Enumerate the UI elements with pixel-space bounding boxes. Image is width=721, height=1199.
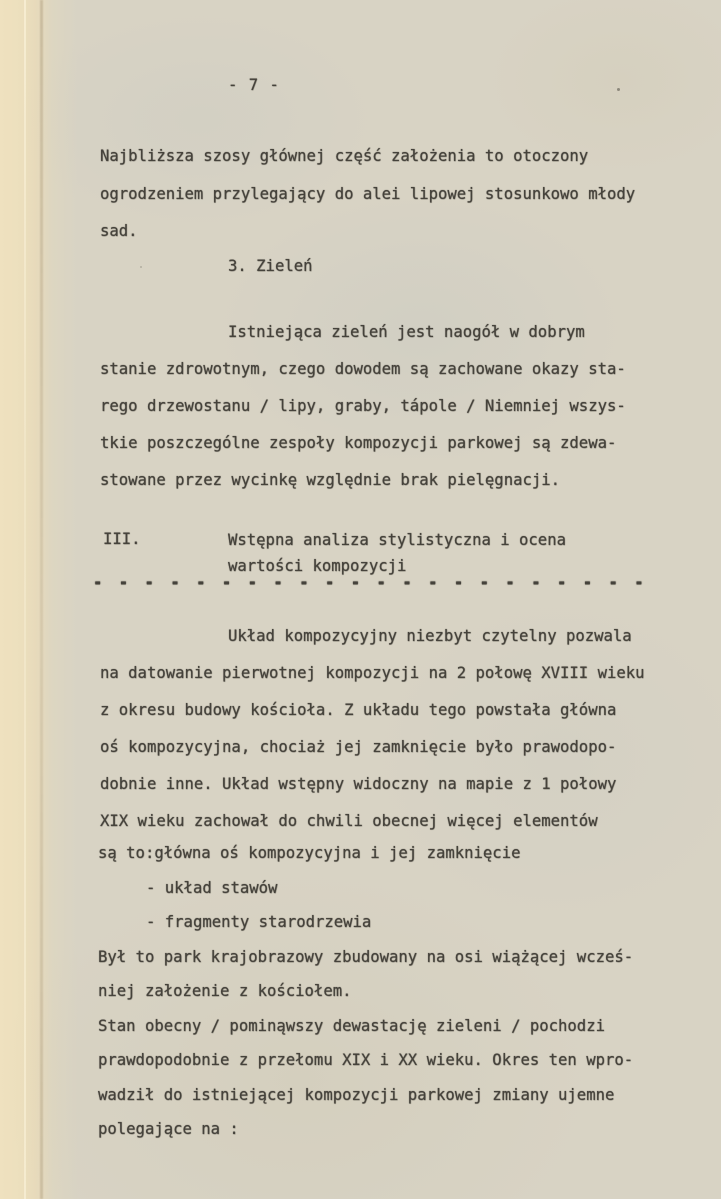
text-line: wadził do istniejącej kompozycji parkowej zmiany ujemne xyxy=(98,1085,615,1104)
text-line: sad. xyxy=(100,222,138,240)
section-heading-zielen: 3. Zieleń xyxy=(228,257,313,275)
text-line: Istniejąca zieleń jest naogół w dobrym xyxy=(228,323,585,341)
list-item: - układ stawów xyxy=(146,878,278,897)
text-line: z okresu budowy kościoła. Z układu tego powstała główna xyxy=(100,701,617,719)
text-line: Był to park krajobrazowy zbudowany na osi wiążącej wcześ- xyxy=(98,947,634,966)
text-line: dobnie inne. Układ wstępny widoczny na mapie z 1 połowy xyxy=(100,775,617,793)
text-line: na datowanie pierwotnej kompozycji na 2 połowę XVIII wieku xyxy=(100,664,645,682)
section-numeral: III. xyxy=(103,530,141,548)
analysis-paragraph xyxy=(100,618,645,840)
text-line: stowane przez wycinkę względnie brak pielęgnacji. xyxy=(100,471,561,489)
text-line: Układ kompozycyjny niezbyt czytelny pozwala xyxy=(228,627,632,645)
paper-fold-shadow xyxy=(40,0,43,1199)
intro-paragraph xyxy=(100,138,635,251)
text-line: Najbliższa szosy głównej część założenia to otoczony xyxy=(100,147,589,165)
text-line: XIX wieku zachował do chwili obecnej więcej elementów xyxy=(100,812,598,830)
paper-fold-highlight xyxy=(24,0,26,1199)
text-line: niej założenie z kościołem. xyxy=(98,982,352,1000)
section-title-line: wartości kompozycji xyxy=(228,557,407,575)
closing-paragraph xyxy=(98,836,633,1147)
text-line: stanie zdrowotnym, czego dowodem są zachowane okazy sta- xyxy=(100,360,626,378)
text-line: tkie poszczególne zespoły kompozycji parkowej są zdewa- xyxy=(100,434,617,452)
paper-speck xyxy=(617,88,620,91)
text-line: Stan obecny / pominąwszy dewastację zieleni / pochodzi xyxy=(98,1016,605,1035)
text-line: prawdopodobnie z przełomu XIX i XX wieku. Okres ten wpro- xyxy=(98,1051,634,1069)
dashed-underline: - - - - - - - - - - - - - - - - - - - - - - xyxy=(93,571,648,593)
text-line: ogrodzeniem przylegający do alei lipowej stosunkowo młody xyxy=(100,184,636,203)
list-item: - fragmenty starodrzewia xyxy=(146,913,372,931)
text-line: rego drzewostanu / lipy, graby, tápole / Niemniej wszys- xyxy=(100,397,626,415)
section-title-line: Wstępna analiza stylistyczna i ocena xyxy=(228,531,566,549)
text-line: oś kompozycyjna, chociaż jej zamknięcie było prawodopo- xyxy=(100,738,617,756)
paper-speck xyxy=(140,266,142,268)
text-line: polegające na : xyxy=(98,1120,239,1138)
zielen-paragraph xyxy=(100,314,626,499)
page-number: - 7 - xyxy=(228,76,280,94)
text-line: są to:główna oś kompozycyjna i jej zamknięcie xyxy=(98,844,521,862)
